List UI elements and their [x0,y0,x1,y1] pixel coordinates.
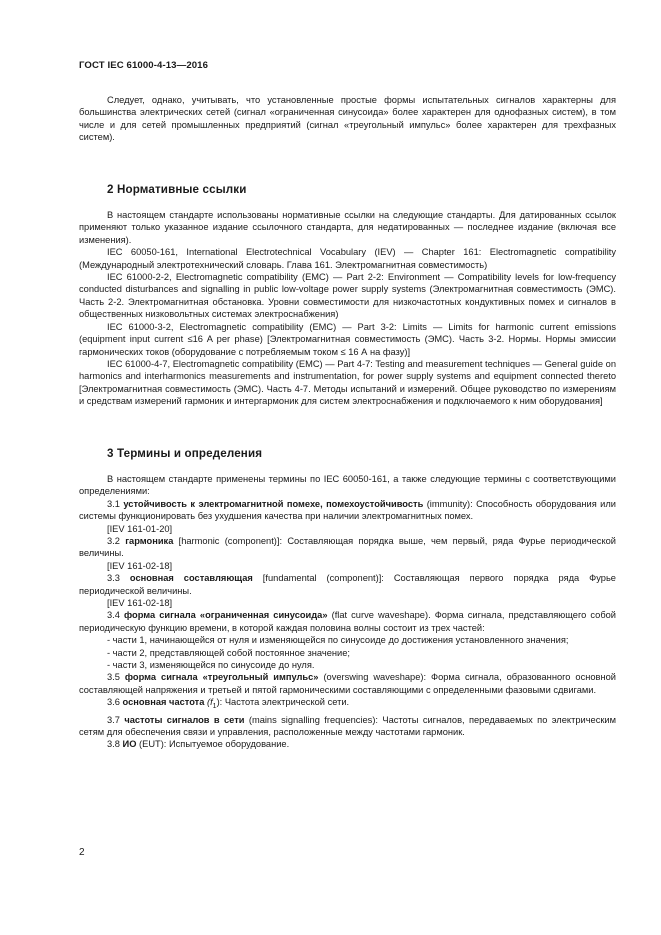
term-number: 3.1 [107,498,124,509]
section-3-intro: В настоящем стандарте применены термины по IEC 60050-161, а также следующие термины с соответствующими определениями: [79,473,616,497]
term-3-8 [79,738,616,750]
term-number: 3.2 [107,535,126,546]
list-item: - части 3, изменяющейся по синусоиде до нуля. [107,660,315,671]
term-3-5 [79,671,616,696]
term-name: частоты сигналов в сети [124,714,245,725]
reference-item: IEC 60050-161, International Electrotechnical Vocabulary (IEV) — Chapter 161: Electromagnetic compatibility (Международный электротехнический словарь. Глава 161. Электромагнитная совместимость) [79,247,616,270]
term-definition: (immunity): Способность оборудования или системы функционировать без ухудшения качества при наличии электромагнитных помех. [79,498,616,522]
list-item: - части 1, начинающейся от нуля и изменяющейся по синусоиде до достижения установленного значения; [107,635,569,646]
term-name: гармоника [125,535,174,546]
term-definition: [harmonic (component)]: Составляющая порядка выше, чем первый, ряда Фурье периодической величины. [79,535,616,559]
term-source: [IEV 161-02-18] [107,598,173,608]
section-3-heading: 3 Термины и определения [107,446,263,460]
reference-item: IEC 61000-4-7, Electromagnetic compatibility (EMC) — Part 4-7: Testing and measurement techniques — General guide on harmonics and interharmonics measurements and instrumentation, for power supply systems and equipment connected thereto [Электромагнитная совместимость (ЭМС). Часть 4-7. Методы испытаний и измерений. Общее руководство по измерениям и средствам измерений гармоник и интергармоник для систем электроснабжения и подключаемого к ним оборудования] [79,358,616,407]
term-3-7 [79,714,616,739]
term-symbol: (f [204,697,213,708]
page-number: 2 [79,847,85,858]
term-source: [IEV 161-02-18] [107,560,173,571]
term-number: 3.7 [107,714,125,725]
term-definition: [fundamental (component)]: Составляющая первого порядка ряда Фурье периодической величины. [79,573,616,596]
term-number: 3.6 [107,697,123,708]
intro-paragraph: Следует, однако, учитывать, что установленные простые формы испытательных сигналов характерны для большинства электрических сетей (сигнал «ограниченная синусоида» более характерен для однофазных систем), в том числе и для сетей промышленных предприятий (сигнал «треугольный импульс» более характерен для трехфазных систем). [79,95,616,143]
term-3-4 [79,609,616,634]
term-number: 3.4 [107,610,124,621]
term-name: форма сигнала «ограниченная синусоида» [124,610,328,621]
term-definition: (EUT): Испытуемое оборудование. [136,739,290,750]
section-2-heading: 2 Нормативные ссылки [107,182,247,196]
list-item: - части 2, представляющей собой постоянное значение; [107,647,350,658]
section-2-intro: В настоящем стандарте использованы нормативные ссылки на следующие стандарты. Для датированных ссылок применяют только указанное издание ссылочного стандарта, для недатированных — последнее издание (включая все изменения). [79,210,616,245]
reference-item: IEC 61000-2-2, Electromagnetic compatibility (EMC) — Part 2-2: Environment — Compatibility levels for low-frequency conducted disturbances and signalling in public low-voltage power supply systems (Электромагнитная совместимость (ЭМС). Часть 2-2. Электромагнитная обстановка. Уровни совместимости для низкочастотных кондуктивных помех и сигналов в общественных низковольтных системах электроснабжения) [79,272,616,320]
reference-item: IEC 61000-3-2, Electromagnetic compatibility (EMC) — Part 3-2: Limits — Limits for harmonic current emissions (equipment input current ≤16 A per phase) [Электромагнитная совместимость (ЭМС). Часть 3-2. Нормы. Нормы эмиссии гармонических токов (оборудование с потребляемым током ≤ 16 А на фазу)] [79,321,616,357]
term-source: [IEV 161-01-20] [107,523,173,534]
term-definition: ): Частота электрической сети. [216,697,350,708]
term-name: ИО [122,739,137,750]
term-3-6 [79,696,616,713]
document-header: ГОСТ IEC 61000-4-13—2016 [79,60,209,71]
term-3-3 [79,572,616,597]
term-3-1 [79,498,616,523]
term-name: основная частота [122,697,205,708]
term-number: 3.3 [107,573,130,584]
term-definition: (mains signalling frequencies): Частоты сигналов, передаваемых по электрическим сетям для обеспечения связи и управления, расположенные между частотами гармоник. [79,714,617,737]
term-name: форма сигнала «треугольный импульс» [124,672,319,683]
term-3-2 [79,535,616,560]
term-number: 3.8 [107,739,123,750]
term-number: 3.5 [107,672,125,683]
term-symbol-subscript: 1 [212,703,217,711]
document-body [79,94,616,751]
term-name: основная составляющая [129,573,253,584]
term-name: устойчивость к электромагнитной помехе, помехоустойчивость [123,498,424,509]
term-definition: (flat curve waveshape). Форма сигнала, представляющего собой периодическую функцию времени, в которой каждая половина волны состоит из трех частей: [79,610,617,633]
term-definition: (overswing waveshape): Форма сигнала, образованного основной составляющей напряжения и третьей и пятой гармоническими составляющими с определенными фазовыми сдвигами. [79,672,616,695]
